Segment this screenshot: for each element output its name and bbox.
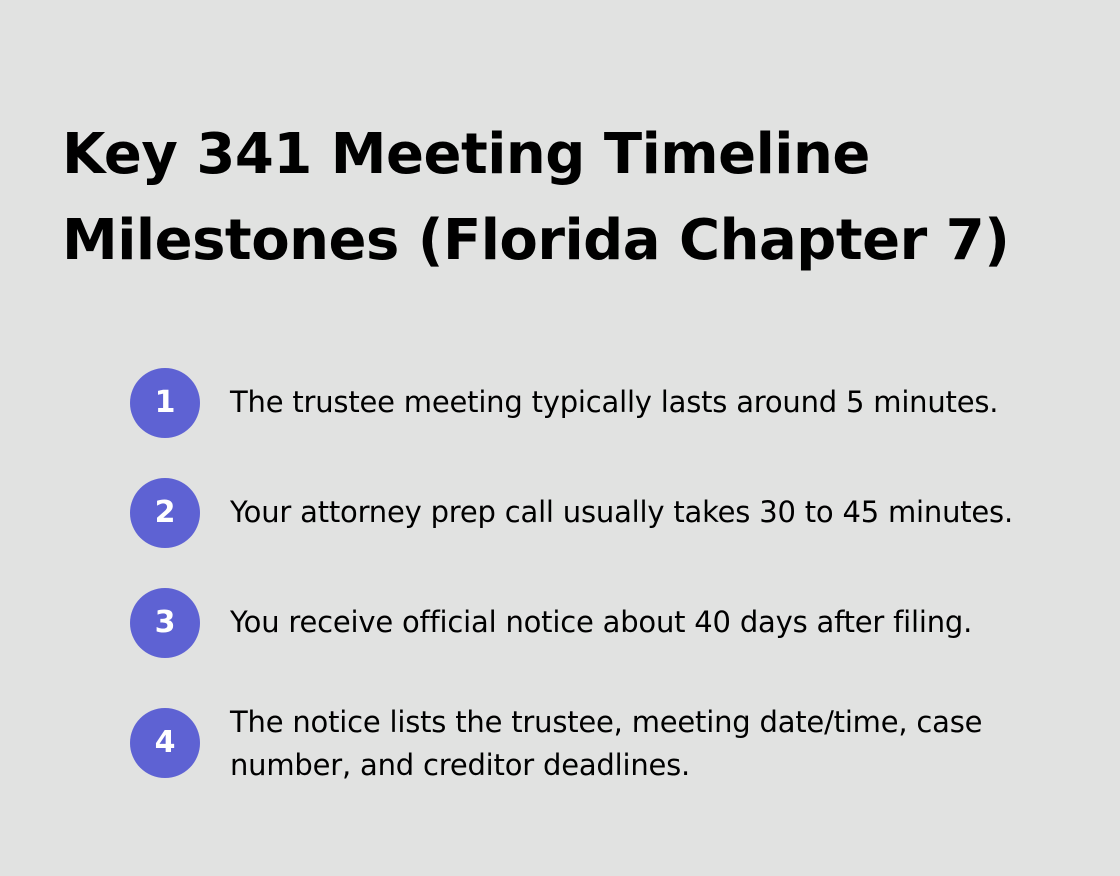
milestone-text: You receive official notice about 40 days after filing. xyxy=(230,605,973,639)
milestone-number-badge: 4 xyxy=(130,708,200,778)
page-title xyxy=(62,112,1062,284)
milestone-item-2 xyxy=(130,478,1090,548)
milestone-text: Your attorney prep call usually takes 30 to 45 minutes. xyxy=(230,495,1013,529)
milestone-item-3 xyxy=(130,588,1090,658)
milestone-text: The notice lists the trustee, meeting date/time, case number, and creditor deadlines. xyxy=(230,705,983,782)
milestone-text: The trustee meeting typically lasts around 5 minutes. xyxy=(230,385,999,419)
milestone-item-4 xyxy=(130,705,1090,782)
title-line-1: Key 341 Meeting Timeline xyxy=(62,122,870,187)
milestone-item-1 xyxy=(130,368,1090,438)
milestone-number-badge: 1 xyxy=(130,368,200,438)
title-line-2: Milestones (Florida Chapter 7) xyxy=(62,208,1010,273)
milestone-number-badge: 2 xyxy=(130,478,200,548)
milestone-number-badge: 3 xyxy=(130,588,200,658)
